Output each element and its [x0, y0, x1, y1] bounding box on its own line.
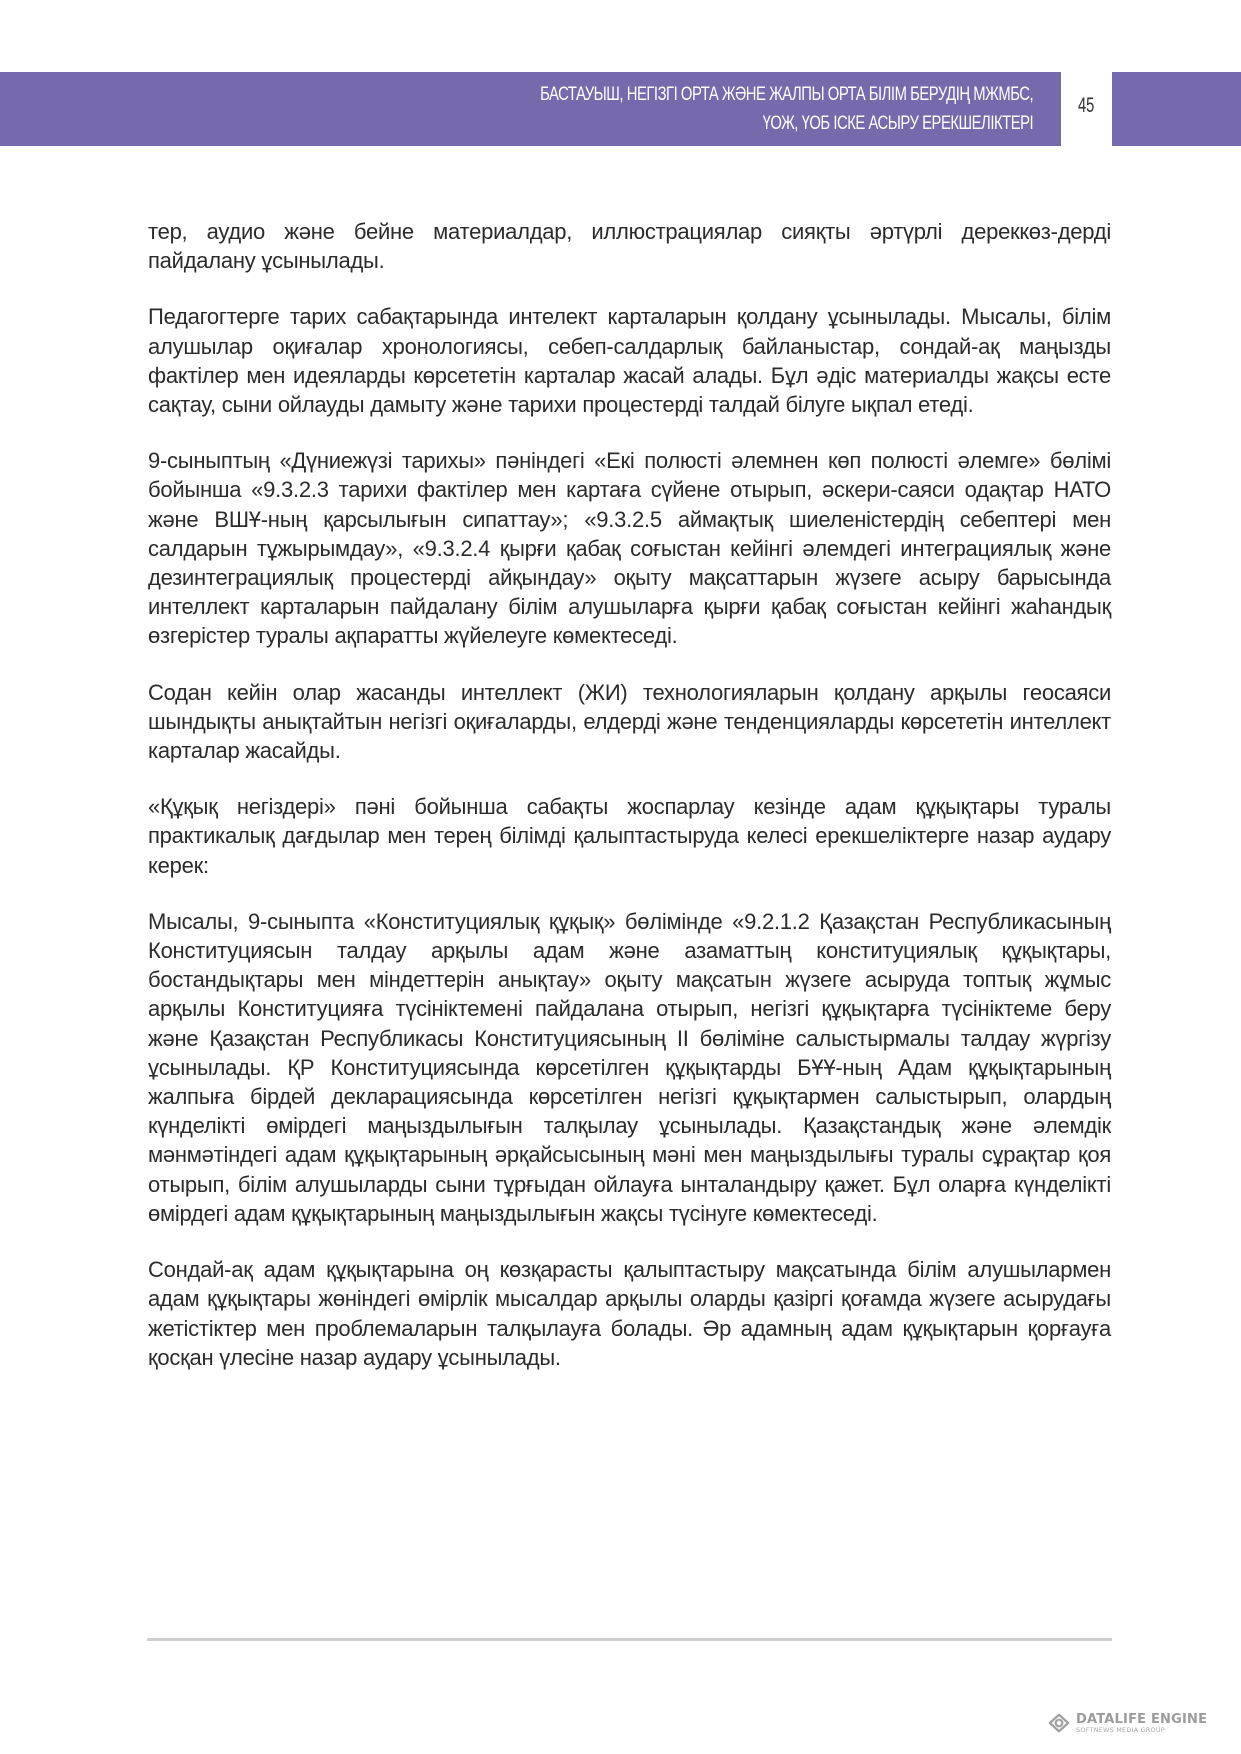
footer-divider [147, 1638, 1112, 1641]
running-header-line-1: БАСТАУЫШ, НЕГІЗГІ ОРТА ЖӘНЕ ЖАЛПЫ ОРТА БІЛІМ БЕРУДІҢ МЖМБС, [539, 84, 1033, 105]
paragraph: Содан кейін олар жасанды интеллект (ЖИ) технологияларын қолдану арқылы геосаяси шындықты анықтайтын негізгі оқиғаларды, елдерді және тенденцияларды көрсететін интеллект карталар жасайды. [148, 679, 1111, 764]
header-bar [0, 72, 1061, 146]
paragraph: тер, аудио және бейне материалдар, иллюстрациялар сияқты әртүрлі дереккөз-дерді пайдалану ұсынылады. [148, 219, 1111, 274]
watermark-name: DATALIFE ENGINE [1076, 1711, 1208, 1727]
page-number: 45 [1078, 94, 1095, 117]
watermark-subtitle: SOFTNEWS MEDIA GROUP [1076, 1725, 1165, 1734]
running-header-line-2: ҮОЖ, ҮОБ ІСКЕ АСЫРУ ЕРЕКШЕЛІКТЕРІ [762, 113, 1033, 134]
paragraph: Сондай-ақ адам құқықтарына оң көзқарасты қалыптастыру мақсатында білім алушылармен адам құқықтары жөніндегі өмірлік мысалдар арқылы оларды қазіргі қоғамда жүзеге асырудағы жетістіктер мен проблемаларын талқылауға болады. Әр адамның адам құқықтарын қорғауға қосқан үлесіне назар аудару ұсынылады. [148, 1257, 1111, 1370]
paragraph: 9-сыныптың «Дүниежүзі тарихы» пәніндегі «Екі полюсті әлемнен көп полюсті әлемге» бөлімі бойынша «9.3.2.3 тарихи фактілер мен картаға сүйене отырып, әскери-саяси одақтар НАТО және ВШҰ-ның қарсылығын сипаттау»; «9.3.2.5 аймақтық шиеленістердің себептері мен салдарын тұжырымдау», «9.3.2.4 қырғи қабақ соғыстан кейінгі әлемдегі интеграциялық және дезинтеграциялық процестерді айқындау» оқыту мақсаттарын жүзеге асыру барысында интеллект карталарын пайдалану білім алушыларға қырғи қабақ соғыстан кейінгі жаһандық өзгерістер туралы ақпаратты жүйелеуге көмектеседі. [148, 448, 1111, 649]
header-accent-block [1112, 72, 1241, 146]
paragraph: Педагогтерге тарих сабақтарында интелект карталарын қолдану ұсынылады. Мысалы, білім алушылар оқиғалар хронологиясы, себеп-салдарлық байланыстар, сондай-ақ маңызды фактілер мен идеяларды көрсететін карталар жасай алады. Бұл әдіс материалды жақсы есте сақтау, сыни ойлауды дамыту және тарихи процестерді талдай білуге ықпал етеді. [148, 304, 1111, 418]
datalife-engine-logo-icon [1048, 1712, 1070, 1734]
paragraph: «Құқық негіздері» пәні бойынша сабақты жоспарлау кезінде адам құқықтары туралы практикалық дағдылар мен терең білімді қалыптастыруда келесі ерекшеліктерге назар аудару керек: [148, 794, 1111, 878]
page-body [148, 217, 1111, 1399]
watermark [1048, 1712, 1207, 1734]
paragraph: Мысалы, 9-сыныпта «Конституциялық құқық» бөлімінде «9.2.1.2 Қазақстан Республикасының Конституциясын талдау арқылы адам және азаматтың конституциялық құқықтары, бостандықтары мен міндеттерін анықтау» оқыту мақсатын жүзеге асыруда топтық жұмыс арқылы Конституцияға түсініктемені пайдалана отырып, негізгі құқықтарға түсініктеме беру және Қазақстан Республикасы Конституциясының II бөліміне салыстырмалы талдау жүргізу ұсынылады. ҚР Конституциясында көрсетілген құқықтарды БҰҰ-ның Адам құқықтарының жалпыға бірдей декларациясында көрсетілген негізгі құқықтармен салыстырып, олардың күнделікті өмірдегі маңыздылығын талқылау ұсынылады. Қазақстандық және әлемдік мәнмәтіндегі адам құқықтарының әрқайсысының мәні мен маңыздылығы туралы сұрақтар қоя отырып, білім алушыларды сыни тұрғыдан ойлауға ынталандыру қажет. Бұл оларға күнделікті өмірдегі адам құқықтарының маңыздылығын жақсы түсінуге көмектеседі. [148, 908, 1111, 1226]
running-header-title [540, 80, 1033, 138]
